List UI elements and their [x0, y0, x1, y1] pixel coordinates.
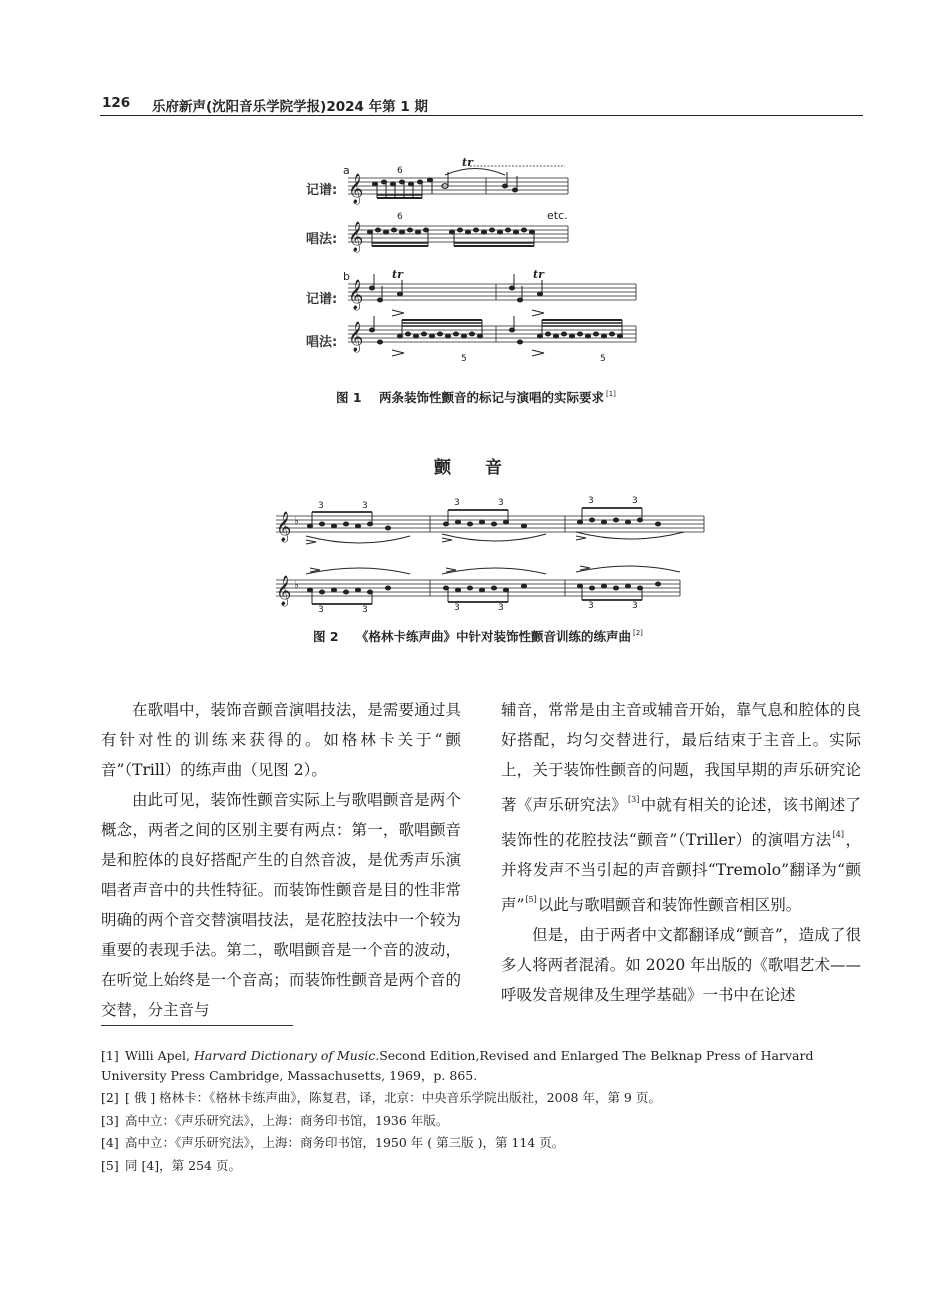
footnotes: [101, 1046, 864, 1178]
footnote-3: [101, 1111, 864, 1131]
svg-text:𝄞: 𝄞: [348, 280, 364, 310]
svg-text:𝄞: 𝄞: [348, 322, 364, 352]
right-paragraph-1: [501, 695, 861, 920]
footnote-3-text: 高中立：《声乐研究法》，上海：商务印书馆，1936 年版。: [125, 1112, 449, 1128]
fig2-triplet-11: 3: [588, 601, 594, 611]
footnote-1: [101, 1046, 864, 1085]
fig1-label-a: a: [343, 164, 350, 177]
footnote-4-number: [4]: [101, 1135, 119, 1150]
footnote-2-text: [ 俄 ] 格林卡：《格林卡练声曲》，陈复君，译，北京：中央音乐学院出版社，2008 年，第 9 页。: [125, 1090, 661, 1105]
left-paragraph-2: 由此可见，装饰性颤音实际上与歌唱颤音是两个概念，两者之间的区别主要有两点：第一，歌唱颤音是和腔体的良好搭配产生的自然音波，是优秀声乐演唱者声音中的共性特征。而装饰性颤音是目的性非常明确的两个音交替演唱技法，是花腔技法中一个较为重要的表现手法。第二，歌唱颤音是一个音的波动，在听觉上始终是一个音高；而装饰性颤音是两个音的交替，分主音与: [101, 791, 461, 1019]
fig2-triplet-5: 3: [588, 496, 594, 506]
fig1-tuplet-6b: 6: [397, 212, 403, 222]
footnote-1-author: Willi Apel,: [125, 1048, 190, 1063]
svg-text:𝄞: 𝄞: [348, 174, 364, 204]
footnote-2-number: [2]: [101, 1090, 119, 1105]
figure-2-caption-prefix: 图 2: [313, 629, 339, 644]
section-title: 颤 音: [434, 458, 516, 478]
fig1-row3-label: 记谱:: [306, 292, 338, 307]
fig1-trill-mark-2: tr: [392, 268, 403, 281]
fig2-triplet-1: 3: [318, 501, 324, 511]
fig1-staves: [300, 160, 660, 375]
figure-2-caption-ref: [2]: [633, 629, 643, 637]
figure-2-caption-text: 《格林卡练声曲》中针对装饰性颤音训练的练声曲: [355, 629, 631, 644]
journal-title: 乐府新声(沈阳音乐学院学报)2024 年第 1 期: [152, 99, 428, 115]
right-p1-part-a: 辅音，常常是由主音或辅音开始，靠气息和腔体的良好搭配，均匀交替进行，最后结束于主音上。实际上，关于装饰性颤音的问题，我国早期的声乐研究论著《声乐研究法》: [501, 701, 861, 814]
fig2-triplet-3: 3: [454, 498, 460, 508]
footnote-4-text: 高中立：《声乐研究法》，上海：商务印书馆，1950 年 ( 第三版 )，第 114 页。: [125, 1135, 565, 1150]
fig1-etc: etc.: [547, 209, 568, 222]
figure-1-caption-ref: [1]: [606, 390, 616, 398]
fig1-tuplet-6a: 6: [397, 166, 403, 176]
fig2-triplet-8: 3: [362, 605, 368, 615]
fig1-tuplet-5a: 5: [461, 354, 467, 364]
fig2-triplet-4: 3: [498, 498, 504, 508]
ref-3: [3]: [628, 795, 640, 804]
fig1-trill-mark-3: tr: [533, 268, 544, 281]
footnote-2: [101, 1088, 864, 1108]
svg-text:♭: ♭: [294, 580, 299, 591]
svg-text:𝄞: 𝄞: [276, 512, 292, 542]
ref-5: [5]: [525, 895, 537, 904]
right-p1-part-c: ，并将发声不当引起的声音颤抖“Tremolo”翻译为“颤声”: [501, 831, 861, 914]
footnote-1-title: Harvard Dictionary of Music: [193, 1048, 376, 1063]
figure-1-caption-prefix: 图 1: [336, 390, 362, 405]
fig2-triplet-9: 3: [454, 603, 460, 613]
figure-1-caption: [336, 388, 616, 406]
body-right-column: [501, 695, 861, 1010]
footnote-rule: [101, 1025, 293, 1026]
svg-text:𝄞: 𝄞: [276, 576, 292, 606]
right-p1-part-d: 以此与歌唱颤音和装饰性颤音相区别。: [537, 896, 802, 914]
figure-1: [300, 156, 660, 375]
fig1-trill-mark-1: tr: [462, 156, 473, 169]
fig1-row4-label: 唱法:: [306, 335, 338, 350]
header-rule: [100, 115, 863, 116]
running-header: [100, 95, 863, 115]
fig2-staves: [270, 500, 710, 620]
body-left-column: [101, 695, 461, 1025]
figure-2: [270, 496, 710, 620]
footnote-5: [101, 1156, 864, 1176]
figure-1-caption-text: 两条装饰性颤音的标记与演唱的实际要求: [378, 390, 604, 405]
figure-2-caption: [313, 627, 643, 645]
svg-text:𝄞: 𝄞: [348, 222, 364, 252]
right-p1-part-b: 中就有相关的论述，该书阐述了装饰性的花腔技法“颤音”（Triller）的演唱方法: [501, 796, 861, 849]
page-number: 126: [102, 95, 131, 111]
fig1-tuplet-5b: 5: [600, 354, 606, 364]
footnote-3-number: [3]: [101, 1112, 119, 1128]
footnote-5-text: 同 [4]，第 254 页。: [125, 1157, 241, 1173]
fig1-row1-label: 记谱:: [306, 183, 338, 198]
svg-text:♭: ♭: [294, 516, 299, 527]
footnote-1-number: [1]: [101, 1048, 119, 1063]
left-paragraph-1: 在歌唱中，装饰音颤音演唱技法，是需要通过具有针对性的训练来获得的。如格林卡关于“颤音”（Trill）的练声曲（见图 2）。: [101, 701, 461, 779]
ref-4: [4]: [832, 830, 844, 839]
fig2-triplet-2: 3: [362, 501, 368, 511]
footnote-1-rest: .Second Edition,Revised and Enlarged The Belknap Press of Harvard University Press Cambridge, Massachusetts, 1969，p. 865.: [101, 1048, 814, 1083]
fig1-row2-label: 唱法:: [306, 232, 338, 247]
fig2-triplet-10: 3: [498, 603, 504, 613]
fig2-triplet-7: 3: [318, 605, 324, 615]
footnote-4: [101, 1133, 864, 1153]
fig2-triplet-6: 3: [632, 496, 638, 506]
footnote-5-number: [5]: [101, 1157, 119, 1173]
fig1-label-b: b: [343, 270, 350, 283]
fig2-triplet-12: 3: [632, 601, 638, 611]
right-paragraph-2: 但是，由于两者中文都翻译成“颤音”，造成了很多人将两者混淆。如 2020 年出版的《歌唱艺术——呼吸发音规律及生理学基础》一书中在论述: [501, 926, 861, 1004]
